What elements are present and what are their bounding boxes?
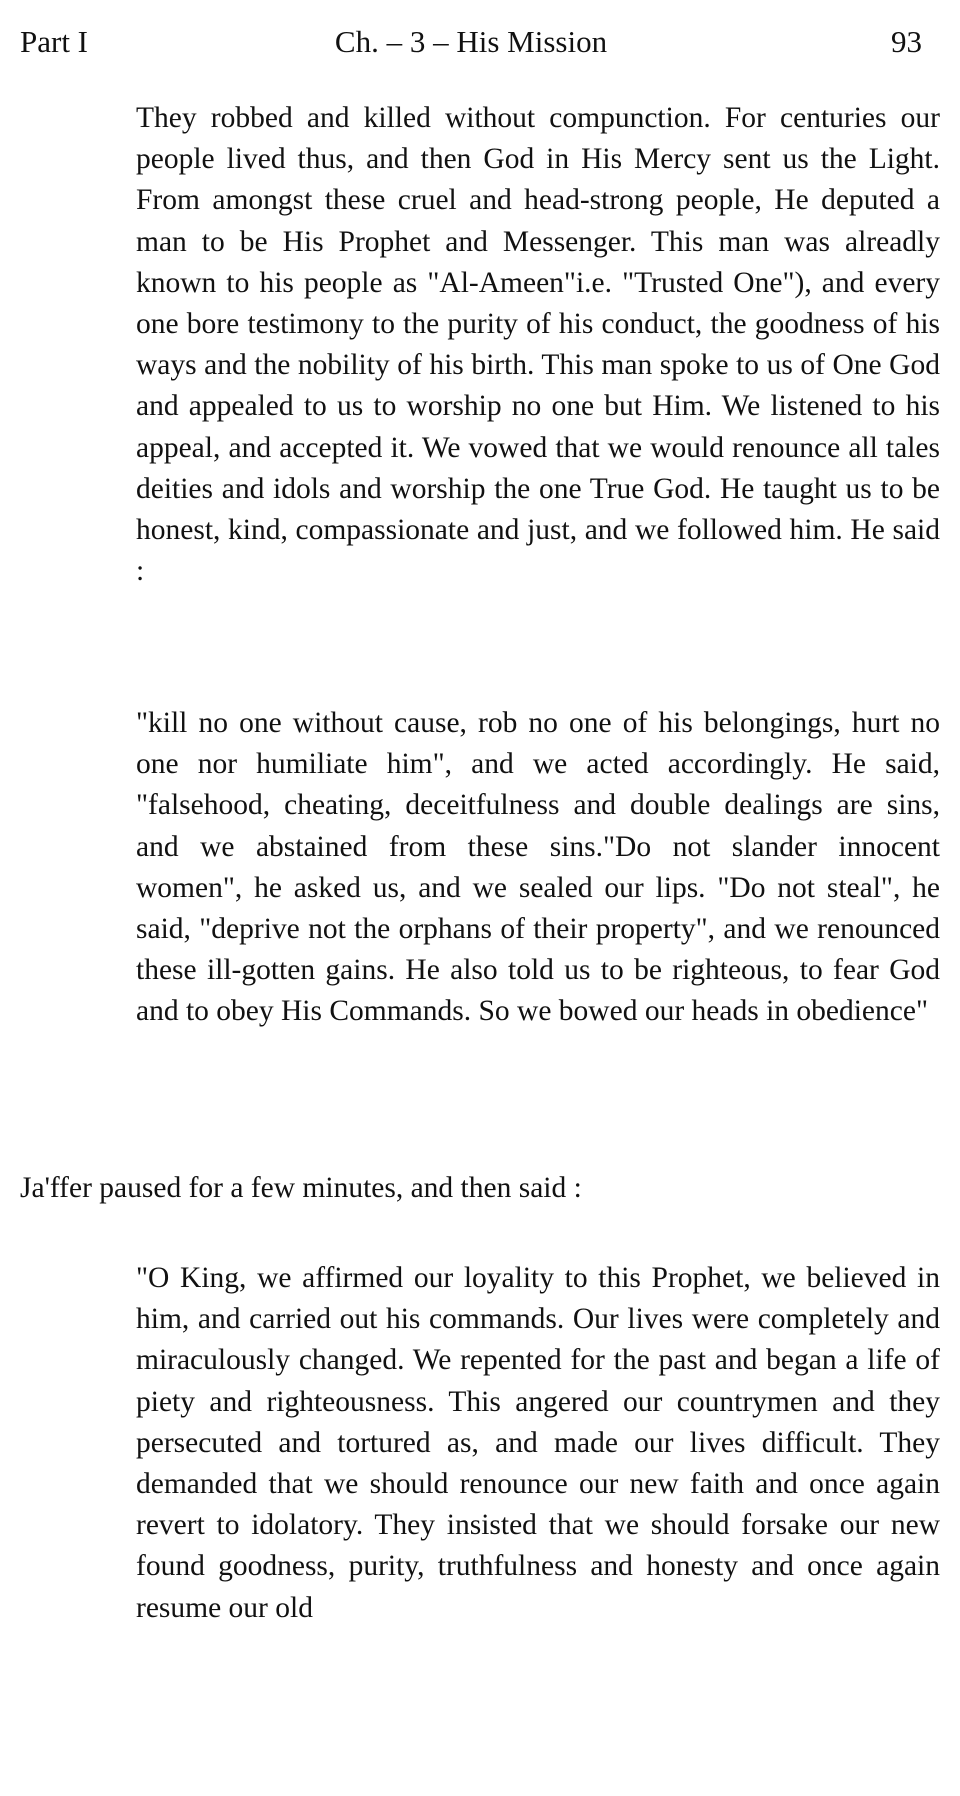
- chapter-title: Ch. – 3 – His Mission: [334, 24, 608, 59]
- running-header: [20, 20, 922, 64]
- page-number: 93: [891, 24, 922, 59]
- narration-paragraph: Ja'ffer paused for a few minutes, and then said :: [20, 1172, 582, 1204]
- part-label: Part I: [20, 24, 89, 59]
- quote-paragraph-3: "O King, we affirmed our loyality to this Prophet, we believed in him, and carried out his commands. Our lives were completely and miraculously changed. We repented for the past and began a life of piety and righteousness. This angered our countrymen and they persecuted and tortured as, and made our lives difficult. They demanded that we should renounce our new faith and once again revert to idolatory. They insisted that we should forsake our new found goodness, purity, truthfulness and honesty and once again resume our old: [136, 1262, 940, 1624]
- quote-paragraph-2: "kill no one without cause, rob no one of his belongings, hurt no one nor humiliate him", and we acted accordingly. He said, "falsehood, cheating, deceitfulness and double dealings are sins, and we abstained from these sins."Do not slander innocent women", he asked us, and we sealed our lips. "Do not steal", he said, "deprive not the orphans of their property", and we renounced these ill-gotten gains. He also told us to be righteous, to fear God and to obey His Commands. So we bowed our heads in obedience": [136, 707, 940, 1028]
- quote-paragraph-1: They robbed and killed without compunction. For centuries our people lived thus, and then God in His Mercy sent us the Light. From amongst these cruel and head-strong people, He deputed a man to be His Prophet and Messenger. This man was alreadly known to his people as "Al-Ameen"i.e. "Trusted One"), and every one bore testimony to the purity of his conduct, the goodness of his ways and the nobility of his birth. This man spoke to us of One God and appealed to us to worship no one but Him. We listened to his appeal, and accepted it. We vowed that we would renounce all tales deities and idols and worship the one True God. He taught us to be honest, kind, compassionate and just, and we followed him. He said :: [136, 102, 940, 588]
